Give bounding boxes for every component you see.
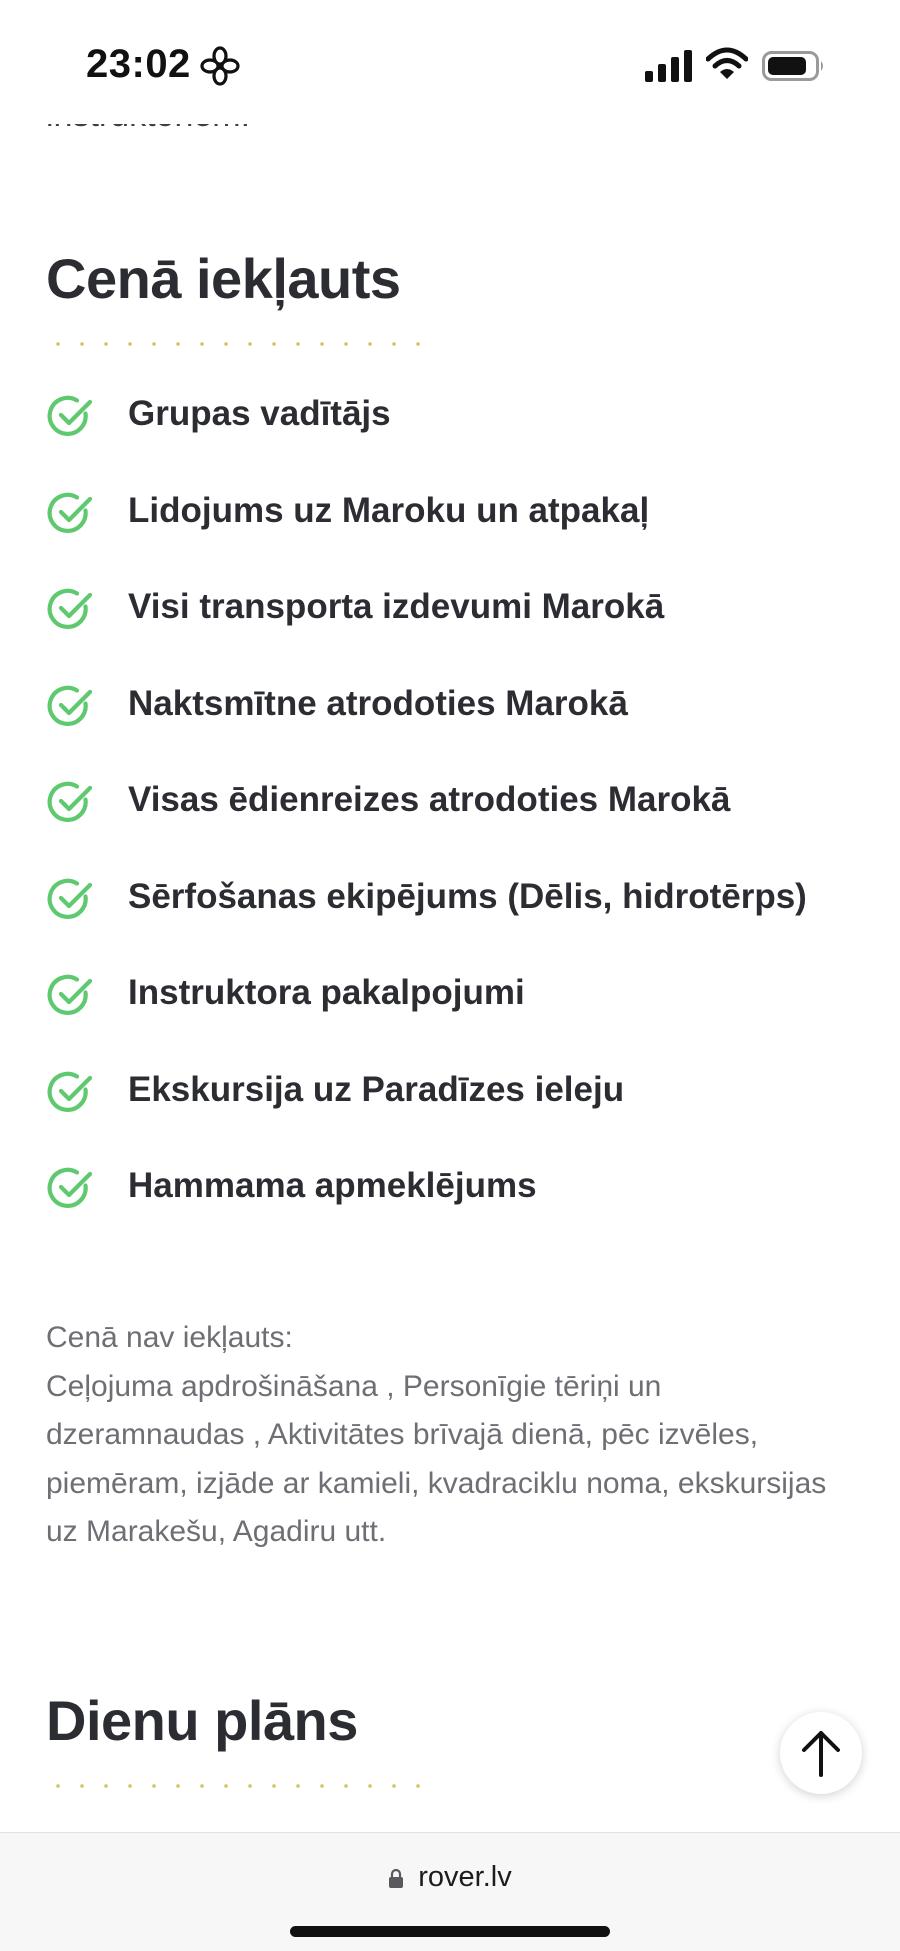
status-time: 23:02: [86, 42, 191, 86]
browser-address-bar[interactable]: [0, 1832, 900, 1951]
list-item: [0, 670, 900, 767]
title-dotted-divider: [46, 342, 430, 346]
battery-icon: [762, 50, 826, 82]
list-item: [0, 959, 900, 1056]
day-plan-section-title: Dienu plāns: [46, 1689, 358, 1752]
included-item-text: Visi transporta izdevumi Marokā: [128, 587, 665, 626]
check-circle-icon: [46, 1068, 94, 1116]
check-circle-icon: [46, 778, 94, 826]
wifi-icon: [706, 47, 748, 81]
included-items-list: [0, 380, 900, 1249]
not-included-block: [46, 1314, 856, 1557]
check-circle-icon: [46, 392, 94, 440]
included-item-text: Hammama apmeklējums: [128, 1166, 537, 1205]
signal-icon: [645, 50, 693, 82]
arrow-up-icon: [799, 1728, 843, 1778]
list-item: [0, 380, 900, 477]
list-item: [0, 766, 900, 863]
included-item-text: Visas ēdienreizes atrodoties Marokā: [128, 780, 731, 819]
included-item-text: Grupas vadītājs: [128, 394, 391, 433]
check-circle-icon: [46, 682, 94, 730]
title-dotted-divider: [46, 1784, 430, 1788]
included-section-title: Cenā iekļauts: [46, 247, 401, 310]
check-circle-icon: [46, 875, 94, 923]
not-included-heading: Cenā nav iekļauts:: [46, 1321, 293, 1354]
list-item: [0, 863, 900, 960]
lock-icon: [388, 1868, 404, 1888]
included-item-text: Naktsmītne atrodoties Marokā: [128, 683, 628, 723]
included-item-text: Instruktora pakalpojumi: [128, 973, 525, 1012]
flower-icon: [200, 46, 240, 86]
status-bar: [0, 0, 900, 120]
included-item-text: Sērfošanas ekipējums (Dēlis, hidrotērps): [128, 876, 807, 916]
check-circle-icon: [46, 585, 94, 633]
check-circle-icon: [46, 971, 94, 1019]
check-circle-icon: [46, 1164, 94, 1212]
list-item: [0, 477, 900, 574]
included-item-text: Lidojums uz Maroku un atpakaļ: [128, 490, 650, 530]
url-text[interactable]: rover.lv: [418, 1861, 512, 1893]
home-indicator[interactable]: [290, 1926, 610, 1937]
included-item-text: Ekskursija uz Paradīzes ieleju: [128, 1069, 625, 1109]
list-item: [0, 1056, 900, 1153]
list-item: [0, 573, 900, 670]
scroll-to-top-button[interactable]: [780, 1712, 862, 1794]
check-circle-icon: [46, 489, 94, 537]
not-included-text: Ceļojuma apdrošināšana , Personīgie tēriņi un dzeramnaudas , Aktivitātes brīvajā dienā, pēc izvēles, piemēram, izjāde ar kamieli, kvadraciklu noma, ekskursijas uz Marakešu, Agadiru utt.: [46, 1369, 827, 1548]
list-item: [0, 1152, 900, 1249]
url-row[interactable]: [0, 1861, 900, 1894]
